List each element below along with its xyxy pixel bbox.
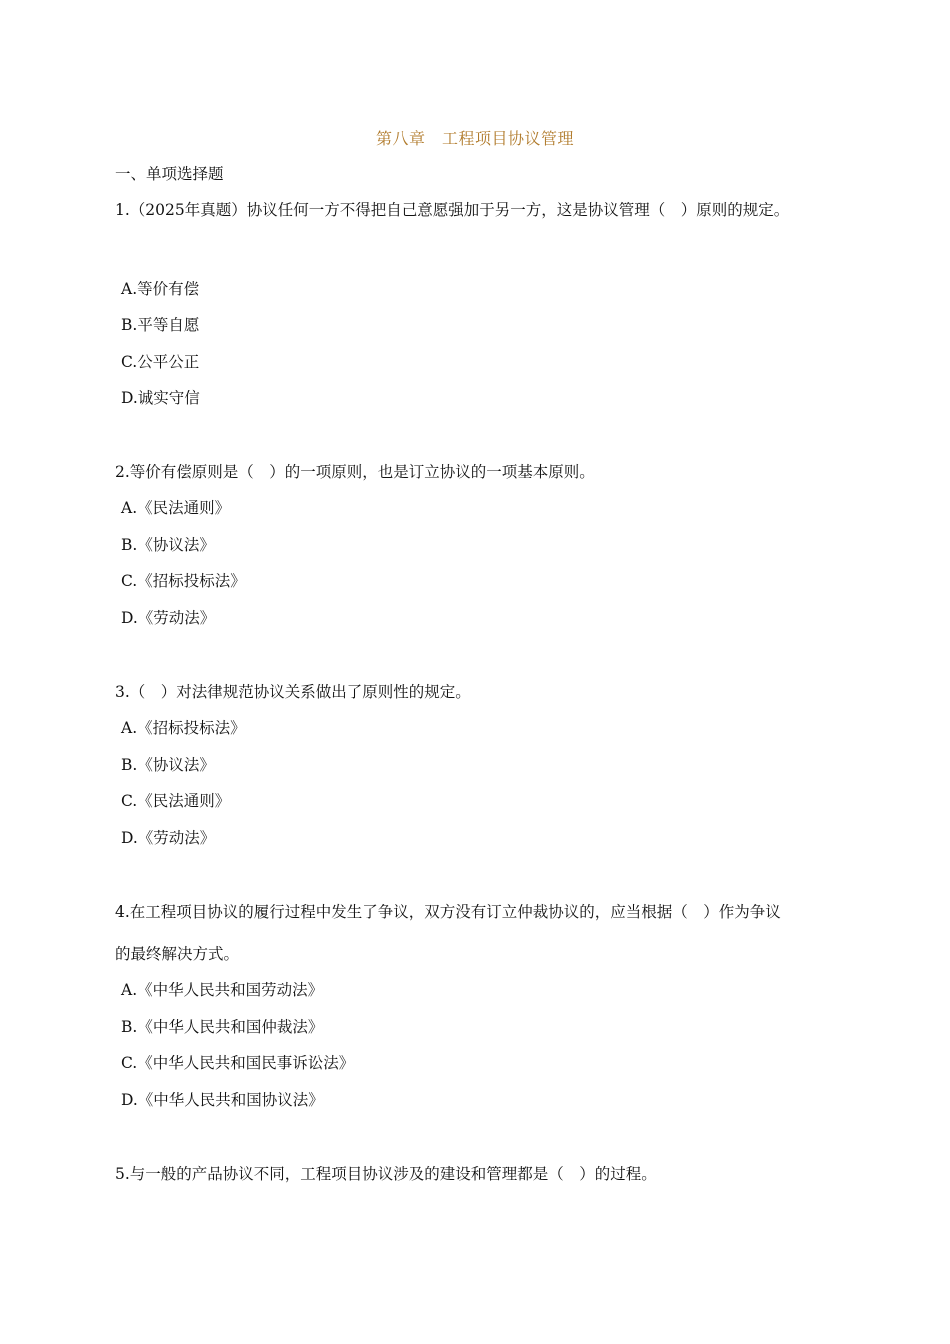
question-3-option-b: B.《协议法》	[121, 756, 215, 774]
question-2-option-b: B.《协议法》	[121, 536, 215, 554]
question-1-stem: 1.（2025年真题）协议任何一方不得把自己意愿强加于另一方，这是协议管理（ ）原则的规定。	[115, 201, 790, 219]
question-4-stem-line-1: 4.在工程项目协议的履行过程中发生了争议，双方没有订立仲裁协议的，应当根据（ ）作为争议	[115, 903, 781, 921]
question-1-option-d: D.诚实守信	[121, 389, 200, 407]
question-4-option-d: D.《中华人民共和国协议法》	[121, 1091, 324, 1109]
question-3-stem: 3.（ ）对法律规范协议关系做出了原则性的规定。	[115, 683, 471, 701]
chapter-title: 第八章 工程项目协议管理	[375, 129, 574, 148]
question-3-option-a: A.《招标投标法》	[121, 719, 246, 737]
question-2-stem: 2.等价有偿原则是（ ）的一项原则，也是订立协议的一项基本原则。	[115, 463, 595, 481]
question-3-option-d: D.《劳动法》	[121, 829, 216, 847]
question-4-option-c: C.《中华人民共和国民事诉讼法》	[121, 1054, 355, 1072]
question-1-option-b: B.平等自愿	[121, 316, 200, 334]
section-heading: 一、单项选择题	[115, 165, 224, 183]
question-4-option-a: A.《中华人民共和国劳动法》	[121, 981, 324, 999]
question-2-option-a: A.《民法通则》	[121, 499, 231, 517]
question-4-stem-line-2: 的最终解决方式。	[115, 945, 240, 963]
question-1-option-a: A.等价有偿	[121, 280, 200, 298]
question-5-stem: 5.与一般的产品协议不同，工程项目协议涉及的建设和管理都是（ ）的过程。	[115, 1165, 657, 1183]
question-4-option-b: B.《中华人民共和国仲裁法》	[121, 1018, 324, 1036]
question-1-option-c: C.公平公正	[121, 353, 200, 371]
question-3-option-c: C.《民法通则》	[121, 792, 231, 810]
question-2-option-c: C.《招标投标法》	[121, 572, 246, 590]
question-2-option-d: D.《劳动法》	[121, 609, 216, 627]
